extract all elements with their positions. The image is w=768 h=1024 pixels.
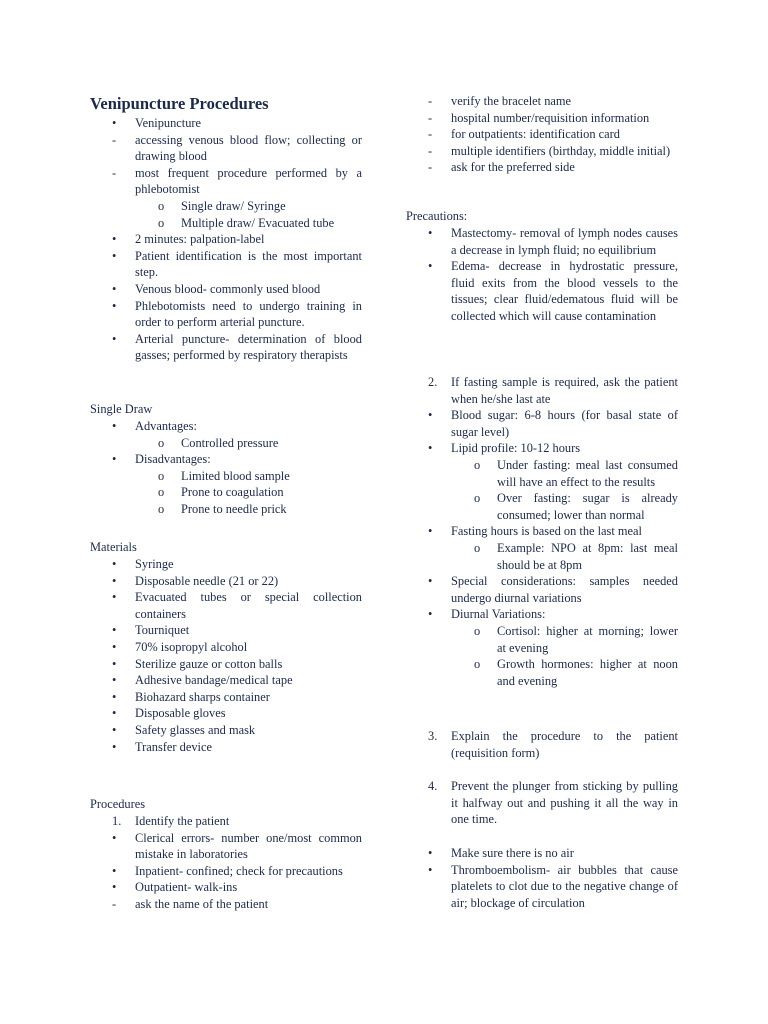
identification-list [406, 93, 678, 176]
list-marker: • [112, 573, 117, 588]
list-item-text: Patient identification is the most important step. [135, 248, 362, 280]
list-marker: 4. [428, 779, 438, 793]
list-marker: • [112, 673, 117, 688]
list-marker: • [112, 706, 117, 721]
list-item [90, 705, 362, 722]
list-item-text: If fasting sample is required, ask the patient when he/she last ate [451, 375, 678, 406]
list-marker: • [112, 452, 117, 467]
list-item-text: Controlled pressure [181, 435, 279, 450]
list-marker: - [112, 165, 117, 180]
list-item-text: most frequent procedure performed by a phlebotomist [135, 165, 362, 197]
list-item [406, 656, 678, 689]
list-item-text: Prone to needle prick [181, 501, 287, 516]
list-item-text: Venipuncture [135, 116, 202, 130]
list-marker: o [474, 540, 481, 555]
list-item-text: verify the bracelet name [451, 94, 572, 108]
list-item-text: Explain the procedure to the patient (requisition form) [451, 729, 678, 760]
list-item [406, 143, 678, 160]
list-item [406, 845, 678, 862]
list-item-text: Sterilize gauze or cotton balls [135, 656, 283, 671]
single-draw-list [90, 418, 362, 518]
list-marker: • [112, 639, 117, 654]
list-item-text: Disadvantages: [135, 452, 211, 467]
plunger-list [406, 778, 678, 828]
list-marker: • [112, 232, 117, 247]
list-marker: • [428, 524, 433, 539]
list-item-text: Biohazard sharps container [135, 689, 270, 704]
list-item-text: Phlebotomists need to undergo training in order to perform arterial puncture. [135, 298, 362, 330]
list-item-text: 70% isopropyl alcohol [135, 639, 248, 654]
list-marker: • [112, 419, 117, 433]
list-item [406, 862, 678, 912]
list-item [90, 215, 362, 232]
list-marker: • [112, 739, 117, 754]
list-item [90, 896, 362, 913]
list-item [90, 689, 362, 706]
list-item [90, 639, 362, 656]
list-marker: o [474, 623, 481, 638]
list-item [406, 623, 678, 656]
list-marker: • [112, 880, 117, 895]
list-item-text: Limited blood sample [181, 468, 290, 483]
list-item-text: Transfer device [135, 739, 212, 754]
list-item [90, 879, 362, 896]
list-item [406, 573, 678, 606]
list-item [90, 501, 362, 518]
list-item [90, 281, 362, 298]
list-marker: 2. [428, 375, 438, 389]
list-marker: • [112, 116, 117, 130]
list-marker: - [428, 94, 433, 108]
list-item [406, 374, 678, 407]
list-marker: • [428, 574, 433, 589]
intro-list [90, 115, 362, 364]
list-item [90, 298, 362, 331]
list-item-text: Prevent the plunger from sticking by pulling it halfway out and pushing it all the way in one time. [451, 779, 678, 827]
list-item-text: Outpatient- walk-ins [135, 880, 238, 895]
list-item [406, 440, 678, 457]
list-marker: o [474, 491, 481, 506]
list-item-text: Over fasting: sugar is already consumed; lower than normal [497, 491, 678, 522]
list-item-text: Tourniquet [135, 623, 190, 638]
list-marker: o [158, 435, 165, 450]
list-item-text: Mastectomy- removal of lymph nodes causes a decrease in lymph fluid; no equilibrium [451, 226, 678, 257]
list-marker: • [112, 281, 117, 296]
procedures-heading: Procedures [90, 797, 146, 811]
list-marker: - [112, 132, 117, 147]
list-item [406, 728, 678, 761]
list-marker: - [428, 160, 433, 175]
list-item [406, 457, 678, 490]
list-item-text: Diurnal Variations: [451, 607, 546, 622]
list-marker: • [112, 331, 117, 346]
list-marker: • [428, 846, 433, 860]
list-item [90, 435, 362, 452]
list-item-text: Prone to coagulation [181, 485, 284, 500]
precautions-heading: Precautions: [406, 209, 468, 223]
list-item-text: Identify the patient [135, 814, 230, 828]
list-item [90, 468, 362, 485]
list-item [406, 407, 678, 440]
list-marker: o [474, 657, 481, 672]
list-item [90, 656, 362, 673]
materials-heading: Materials [90, 540, 137, 554]
list-item [406, 523, 678, 540]
list-item [90, 198, 362, 215]
list-item-text: Disposable gloves [135, 706, 226, 721]
list-item-text: Fasting hours is based on the last meal [451, 524, 642, 539]
list-item-text: Multiple draw/ Evacuated tube [181, 215, 335, 230]
list-item [90, 573, 362, 590]
list-item-text: for outpatients: identification card [451, 127, 620, 142]
list-item [90, 331, 362, 364]
list-marker: o [158, 485, 165, 500]
list-item [90, 589, 362, 622]
list-item [406, 540, 678, 573]
list-item-text: Syringe [135, 557, 174, 571]
list-item-text: Safety glasses and mask [135, 722, 256, 737]
list-item [406, 110, 678, 127]
list-item [90, 556, 362, 573]
list-item-text: Inpatient- confined; check for precautions [135, 863, 343, 878]
precautions-list [406, 225, 678, 325]
list-item-text: Make sure there is no air [451, 846, 574, 860]
fasting-list [406, 374, 678, 689]
list-item-text: Venous blood- commonly used blood [135, 281, 321, 296]
list-item [90, 484, 362, 501]
list-item [90, 830, 362, 863]
list-marker: - [428, 143, 433, 158]
list-item [90, 722, 362, 739]
list-item-text: Single draw/ Syringe [181, 198, 286, 213]
list-item [406, 778, 678, 828]
list-marker: o [158, 215, 165, 230]
list-item-text: Cortisol: higher at morning; lower at evening [497, 623, 678, 655]
list-item [90, 622, 362, 639]
list-item [406, 159, 678, 176]
list-marker: - [428, 110, 433, 125]
list-marker: • [112, 248, 117, 263]
list-item-text: Thromboembolism- air bubbles that cause platelets to clot due to the negative change of air; blockage of circulation [451, 862, 678, 910]
list-item [90, 451, 362, 468]
list-marker: o [158, 501, 165, 516]
list-marker: • [112, 298, 117, 313]
list-item-text: Special considerations: samples needed undergo diurnal variations [451, 574, 678, 605]
list-item [90, 418, 362, 435]
list-item [90, 813, 362, 830]
list-item-text: ask for the preferred side [451, 160, 575, 175]
single-draw-heading: Single Draw [90, 402, 153, 416]
list-item [406, 126, 678, 143]
list-item [90, 739, 362, 756]
list-marker: - [112, 896, 117, 911]
list-item-text: 2 minutes: palpation-label [135, 232, 265, 247]
list-marker: o [474, 457, 481, 472]
list-item-text: accessing venous blood flow; collecting or drawing blood [135, 132, 362, 164]
list-item [90, 132, 362, 165]
list-item [406, 225, 678, 258]
list-item [90, 165, 362, 198]
list-marker: • [112, 623, 117, 638]
list-marker: • [428, 226, 433, 240]
list-item [406, 258, 678, 324]
list-marker: • [112, 557, 117, 571]
list-marker: • [428, 862, 433, 877]
list-item-text: Evacuated tubes or special collection containers [135, 590, 362, 621]
explain-list [406, 728, 678, 761]
list-marker: • [112, 722, 117, 737]
list-item-text: multiple identifiers (birthday, middle initial) [451, 143, 671, 158]
list-marker: • [112, 689, 117, 704]
list-item-text: ask the name of the patient [135, 896, 269, 911]
list-marker: 1. [112, 814, 122, 828]
list-item-text: Edema- decrease in hydrostatic pressure, fluid exits from the blood vessels to the tissues; clear fluid/edematous fluid will be collected which will cause contamination [451, 259, 678, 323]
list-item-text: Growth hormones: higher at noon and evening [497, 657, 678, 688]
list-marker: • [112, 656, 117, 671]
list-item [90, 672, 362, 689]
list-item-text: Blood sugar: 6-8 hours (for basal state of sugar level) [451, 408, 678, 439]
list-item-text: Clerical errors- number one/most common mistake in laboratories [135, 830, 362, 862]
list-marker: • [428, 607, 433, 622]
procedures-list [90, 813, 362, 913]
list-marker: • [112, 863, 117, 878]
document-title: Venipuncture Procedures [90, 94, 269, 113]
list-marker: • [428, 259, 433, 274]
list-item-text: Lipid profile: 10-12 hours [451, 441, 581, 456]
materials-list [90, 556, 362, 755]
list-item-text: Disposable needle (21 or 22) [135, 573, 279, 588]
list-item-text: Under fasting: meal last consumed will have an effect to the results [497, 457, 678, 489]
list-marker: 3. [428, 729, 438, 743]
list-item [90, 231, 362, 248]
list-item-text: Advantages: [135, 419, 197, 433]
list-item [90, 115, 362, 132]
list-item-text: hospital number/requisition information [451, 110, 650, 125]
list-item-text: Example: NPO at 8pm: last meal should be at 8pm [497, 540, 678, 572]
list-item [90, 248, 362, 281]
list-marker: o [158, 198, 165, 213]
list-item-text: Adhesive bandage/medical tape [135, 673, 293, 688]
air-list [406, 845, 678, 911]
list-marker: o [158, 468, 165, 483]
list-item [90, 863, 362, 880]
list-marker: • [428, 441, 433, 456]
list-item [406, 490, 678, 523]
list-item-text: Arterial puncture- determination of blood gasses; performed by respiratory therapists [135, 331, 362, 363]
list-marker: • [112, 590, 117, 605]
list-item [406, 606, 678, 623]
list-marker: • [112, 830, 117, 845]
list-marker: • [428, 408, 433, 423]
list-marker: - [428, 127, 433, 142]
list-item [406, 93, 678, 110]
